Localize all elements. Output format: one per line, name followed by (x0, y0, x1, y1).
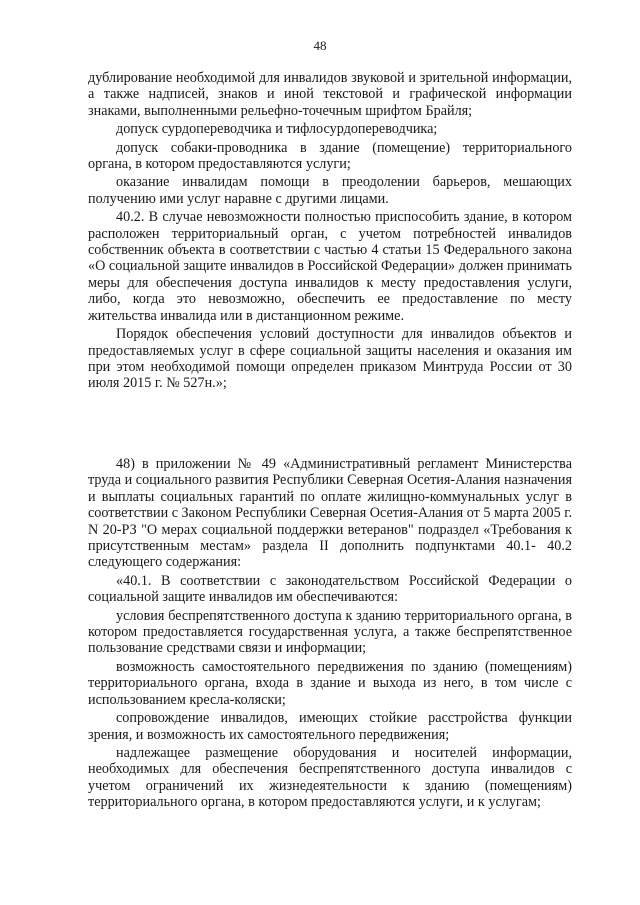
paragraph: условия беспрепятственного доступа к зданию территориального органа, в котором предоставляется государственная услуга, а также беспрепятственное пользование средствами связи и информации; (88, 607, 572, 657)
paragraph: оказание инвалидам помощи в преодолении барьеров, мешающих получению ими услуг наравне с другими лицами. (88, 174, 572, 207)
paragraph: допуск собаки-проводника в здание (помещение) территориального органа, в котором предоставляются услуги; (88, 139, 572, 173)
paragraph: надлежащее размещение оборудования и носителей информации, необходимых для обеспечения беспрепятственного доступа инвалидов с учетом ограничений их жизнедеятельности к зданию (помещениям) территориального органа, в котором предоставляются услуги, и к услугам; (88, 744, 572, 811)
paragraph: дублирование необходимой для инвалидов звуковой и зрительной информации, а также надписей, знаков и иной текстовой и графической информации знаками, выполненными рельефно-точечным шрифтом Брайля; (88, 70, 572, 119)
paragraph: 40.2. В случае невозможности полностью приспособить здание, в котором расположен территориальный орган, с учетом потребностей инвалидов собственник объекта в соответствии с частью 4 статьи 15 Федерального закона «О социальной защите инвалидов в Российской Федерации» должен принимать меры для обеспечения доступа инвалидов к месту предоставления услуги, либо, когда это невозможно, обеспечить ее предоставление по месту жительства инвалида или в дистанционном режиме. (88, 209, 572, 324)
text-block-upper (88, 70, 572, 392)
paragraph: «40.1. В соответствии с законодательством Российской Федерации о социальной защите инвалидов им обеспечиваются: (88, 572, 572, 606)
paragraph: допуск сурдопереводчика и тифлосурдопереводчика; (116, 121, 438, 138)
paragraph: сопровождение инвалидов, имеющих стойкие расстройства функции зрения, и возможность их самостоятельного передвижения; (88, 710, 572, 743)
text-block-lower (88, 456, 572, 811)
paragraph: возможность самостоятельного передвижения по зданию (помещениям) территориального органа, входа в здание и выхода из него, в том числе с использованием кресла-коляски; (88, 658, 572, 708)
page-number: 48 (313, 38, 327, 53)
paragraph: 48) в приложении № 49 «Административный регламент Министерства труда и социального развития Республики Северная Осетия-Алания назначения и выплаты социальных гарантий по оплате жилищно-коммунальных услуг в соответствии с Законом Республики Северная Осетия-Алания от 5 марта 2005 г. N 20-РЗ "О мерах социальной поддержки ветеранов" подраздел «Требования к присутственным местам» раздела II дополнить подпунктами 40.1- 40.2 следующего содержания: (88, 456, 573, 571)
paragraph: Порядок обеспечения условий доступности для инвалидов объектов и предоставляемых услуг в сфере социальной защиты населения и оказания им при этом необходимой помощи определен приказом Минтруда России от 30 июля 2015 г. № 527н.»; (88, 326, 572, 392)
